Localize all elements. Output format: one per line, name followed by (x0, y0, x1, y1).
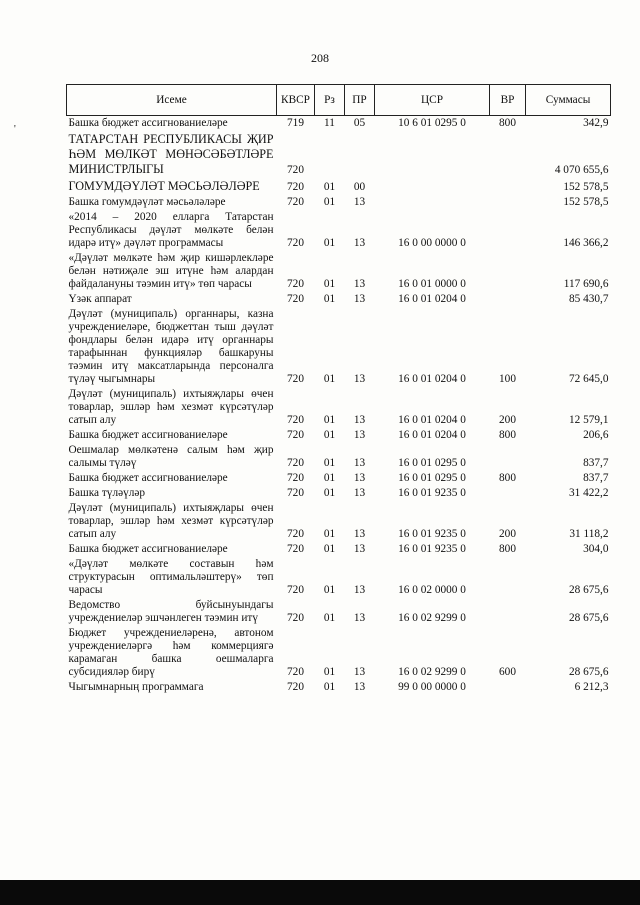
cell-sum: 31 118,2 (569, 528, 609, 540)
cell-pr: 13 (353, 584, 366, 596)
cell-rz: 01 (323, 237, 336, 249)
cell-vr (490, 178, 526, 195)
cell-rz: 01 (323, 681, 336, 693)
cell-name: «2014 – 2020 елларга Татарстан Республикасы дәүләт мөлкәте белән идарә итү» дәүләт программасы (68, 211, 274, 249)
header-kvsr: КВСР (277, 85, 315, 116)
cell-kvsr: 720 (287, 293, 304, 305)
cell-name: Башка бюджет ассигнованиеләре (68, 429, 228, 441)
cell-kvsr: 720 (287, 164, 304, 176)
cell-csr (375, 178, 490, 195)
cell-csr: 99 0 00 0000 0 (398, 681, 466, 693)
table-row (67, 680, 611, 695)
page-number: 208 (311, 51, 329, 65)
cell-name: Бюджет учреждениеләренә, автоном учреждениеләргә һәм коммерциягә карамаган башка оешмаларга субсидияләр бирү (68, 627, 274, 678)
table-row (67, 428, 611, 443)
cell-name: Башка түләүләр (68, 487, 146, 499)
cell-rz: 01 (323, 487, 336, 499)
table-row (67, 116, 611, 132)
cell-vr: 200 (499, 528, 516, 540)
cell-vr (490, 486, 526, 501)
cell-vr (490, 251, 526, 292)
cell-rz: 01 (323, 293, 336, 305)
cell-csr: 16 0 01 9235 0 (398, 543, 466, 555)
table-row (67, 210, 611, 251)
cell-sum: 152 578,5 (563, 181, 609, 193)
cell-kvsr: 720 (287, 278, 304, 290)
cell-pr (345, 131, 375, 178)
cell-vr: 800 (499, 472, 516, 484)
cell-pr: 05 (353, 117, 366, 129)
cell-rz: 01 (323, 414, 336, 426)
cell-sum: 206,6 (583, 429, 609, 441)
cell-name: ТАТАРСТАН РЕСПУБЛИКАСЫ ҖИР ҺӘМ МӨЛКӘТ МӨНӘСӘБӘТЛӘРЕ МИНИСТРЛЫГЫ (68, 132, 274, 176)
cell-sum: 152 578,5 (563, 196, 609, 208)
cell-sum: 837,7 (583, 472, 609, 484)
cell-name: Үзәк аппарат (68, 293, 132, 305)
cell-csr: 16 0 01 9235 0 (398, 528, 466, 540)
cell-sum: 6 212,3 (574, 681, 609, 693)
table-row (67, 131, 611, 178)
cell-vr (490, 292, 526, 307)
cell-sum: 28 675,6 (568, 612, 609, 624)
cell-csr: 16 0 01 0204 0 (398, 414, 466, 426)
cell-kvsr: 720 (287, 666, 304, 678)
cell-rz: 01 (323, 666, 336, 678)
cell-sum: 146 366,2 (563, 237, 609, 249)
cell-vr: 200 (499, 414, 516, 426)
cell-rz: 01 (323, 181, 336, 193)
cell-sum: 4 070 655,6 (554, 164, 609, 176)
cell-csr: 16 0 02 9299 0 (398, 612, 466, 624)
scan-edge-bar (0, 880, 640, 905)
header-rz: Рз (315, 85, 345, 116)
cell-kvsr: 720 (287, 528, 304, 540)
cell-name: Дәүләт (муниципаль) органнары, казна учреждениеләре, бюджеттан тыш дәүләт фондлары белән идарә итү органнары тарафыннан функцияләр башкаруны тәэмин итү максатларында персоналга түләү чыгымнары (68, 308, 274, 385)
cell-sum: 12 579,1 (568, 414, 609, 426)
cell-kvsr: 720 (287, 429, 304, 441)
cell-name: ГОМУМДӘҮЛӘТ МӘСЬӘЛӘЛӘРЕ (68, 179, 260, 193)
cell-rz: 01 (323, 472, 336, 484)
cell-pr: 13 (353, 681, 366, 693)
table-row (67, 542, 611, 557)
cell-kvsr: 720 (287, 414, 304, 426)
cell-vr: 100 (499, 373, 516, 385)
cell-kvsr: 720 (287, 487, 304, 499)
cell-csr: 16 0 01 0204 0 (398, 293, 466, 305)
table-row (67, 471, 611, 486)
table-header-row (67, 85, 611, 116)
cell-pr: 13 (353, 528, 366, 540)
table-row (67, 486, 611, 501)
cell-kvsr: 720 (287, 584, 304, 596)
cell-rz: 01 (323, 196, 336, 208)
cell-name: Башка бюджет ассигнованиеләре (68, 117, 228, 129)
cell-csr: 10 6 01 0295 0 (398, 117, 466, 129)
cell-pr: 13 (353, 278, 366, 290)
cell-vr (490, 443, 526, 471)
cell-pr: 13 (353, 293, 366, 305)
cell-name: Башка гомумдәүләт мәсьәләләре (68, 196, 226, 208)
table-row (67, 443, 611, 471)
cell-csr: 16 0 02 9299 0 (398, 666, 466, 678)
cell-pr: 13 (353, 373, 366, 385)
cell-sum: 28 675,6 (568, 584, 609, 596)
cell-name: Дәүләт (муниципаль) ихтыяҗлары өчен товарлар, эшләр һәм хезмәт күрсәтүләр сатып алу (68, 388, 274, 426)
cell-name: Дәүләт (муниципаль) ихтыяҗлары өчен товарлар, эшләр һәм хезмәт күрсәтүләр сатып алу (68, 502, 274, 540)
header-pr: ПР (345, 85, 375, 116)
margin-mark: ' (14, 124, 16, 135)
cell-csr: 16 0 01 0000 0 (398, 278, 466, 290)
cell-name: «Дәүләт мөлкәте составын һәм структурасын оптимальләштерү» төп чарасы (68, 558, 274, 596)
cell-name: «Дәүләт мөлкәте һәм җир кишәрлекләре белән нәтиҗәле эш итүне һәм алардан файдалануны тәэмин итү» төп чарасы (68, 252, 274, 290)
cell-rz: 01 (323, 612, 336, 624)
cell-csr: 16 0 01 0204 0 (398, 373, 466, 385)
cell-rz: 01 (323, 543, 336, 555)
cell-pr: 13 (353, 543, 366, 555)
table-row (67, 307, 611, 387)
cell-pr: 13 (353, 472, 366, 484)
cell-pr: 13 (353, 666, 366, 678)
cell-rz: 01 (323, 373, 336, 385)
cell-sum: 28 675,6 (568, 666, 609, 678)
cell-csr (375, 131, 490, 178)
cell-pr: 00 (353, 181, 366, 193)
cell-name: Башка бюджет ассигнованиеләре (68, 543, 228, 555)
cell-sum: 837,7 (583, 457, 609, 469)
table-row (67, 195, 611, 210)
cell-vr: 800 (499, 543, 516, 555)
cell-name: Оешмалар мөлкәтенә салым һәм җир салымы түләү (68, 444, 274, 469)
cell-name: Ведомство буйсынуындагы учреждениеләр эшчәнлеген тәэмин итү (68, 599, 274, 624)
cell-kvsr: 720 (287, 457, 304, 469)
cell-pr: 13 (353, 196, 366, 208)
cell-vr: 600 (499, 666, 516, 678)
cell-kvsr: 720 (287, 237, 304, 249)
cell-vr (490, 680, 526, 695)
cell-rz: 01 (323, 457, 336, 469)
header-name: Исеме (67, 85, 277, 116)
cell-kvsr: 720 (287, 196, 304, 208)
cell-name: Чыгымнарның программага (68, 681, 204, 693)
cell-vr (490, 195, 526, 210)
table-row (67, 178, 611, 195)
cell-pr: 13 (353, 612, 366, 624)
cell-pr: 13 (353, 457, 366, 469)
table-row (67, 387, 611, 428)
cell-kvsr: 720 (287, 612, 304, 624)
cell-vr (490, 210, 526, 251)
cell-csr: 16 0 01 0295 0 (398, 472, 466, 484)
table-row (67, 626, 611, 680)
cell-kvsr: 720 (287, 181, 304, 193)
cell-sum: 304,0 (583, 543, 609, 555)
cell-pr: 13 (353, 237, 366, 249)
cell-name: Башка бюджет ассигнованиеләре (68, 472, 228, 484)
cell-sum: 85 430,7 (568, 293, 609, 305)
cell-sum: 342,9 (583, 117, 609, 129)
header-csr: ЦСР (375, 85, 490, 116)
cell-sum: 117 690,6 (563, 278, 609, 290)
budget-table (66, 84, 611, 695)
cell-vr: 800 (499, 117, 516, 129)
cell-csr (375, 195, 490, 210)
cell-rz: 01 (323, 278, 336, 290)
table-body (67, 116, 611, 696)
cell-pr: 13 (353, 429, 366, 441)
cell-csr: 16 0 00 0000 0 (398, 237, 466, 249)
cell-kvsr: 720 (287, 373, 304, 385)
cell-rz: 11 (324, 117, 335, 129)
cell-rz: 01 (323, 584, 336, 596)
cell-sum: 31 422,2 (568, 487, 609, 499)
cell-vr (490, 598, 526, 626)
cell-vr: 800 (499, 429, 516, 441)
cell-csr: 16 0 01 0204 0 (398, 429, 466, 441)
table-row (67, 251, 611, 292)
header-sum: Суммасы (526, 85, 611, 116)
cell-csr: 16 0 02 0000 0 (398, 584, 466, 596)
cell-kvsr: 720 (287, 543, 304, 555)
header-vr: ВР (490, 85, 526, 116)
cell-sum: 72 645,0 (568, 373, 609, 385)
table-row (67, 557, 611, 598)
cell-kvsr: 719 (287, 117, 304, 129)
cell-vr (490, 557, 526, 598)
cell-pr: 13 (353, 414, 366, 426)
cell-rz (315, 131, 345, 178)
cell-kvsr: 720 (287, 472, 304, 484)
cell-csr: 16 0 01 9235 0 (398, 487, 466, 499)
table-row (67, 292, 611, 307)
cell-pr: 13 (353, 487, 366, 499)
cell-kvsr: 720 (287, 681, 304, 693)
cell-rz: 01 (323, 429, 336, 441)
cell-vr (490, 131, 526, 178)
cell-rz: 01 (323, 528, 336, 540)
cell-csr: 16 0 01 0295 0 (398, 457, 466, 469)
table-row (67, 501, 611, 542)
table-row (67, 598, 611, 626)
